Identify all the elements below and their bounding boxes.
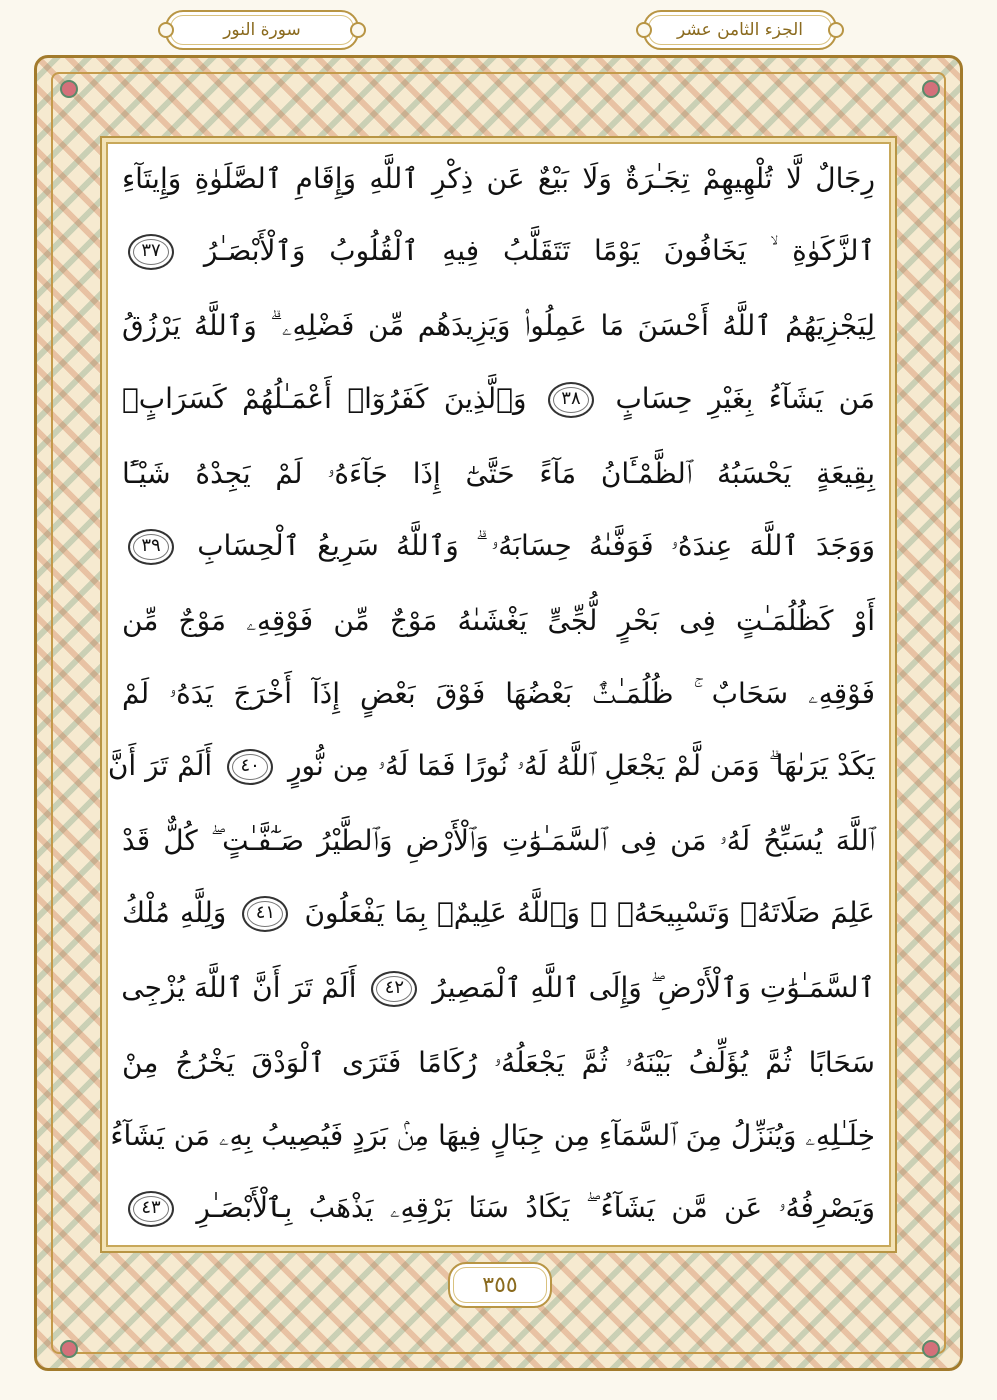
cartouche-cap-left — [636, 22, 652, 38]
verse-line — [122, 677, 875, 711]
verse-text: سَحَابًا ثُمَّ يُؤَلِّفُ بَيْنَهُۥ ثُمَّ يَجْعَلُهُۥ رُكَامًا فَتَرَى ٱلْوَدْقَ يَخْرُجُ مِنْ — [122, 1046, 875, 1080]
ayah-number-marker: ٤٢ — [371, 971, 417, 1007]
verse-line — [122, 529, 875, 565]
ayah-number-marker: ٤١ — [242, 896, 288, 932]
cartouche-cap-right — [828, 22, 844, 38]
surah-name-cartouche — [165, 10, 359, 50]
verse-line — [122, 309, 875, 343]
corner-ornament — [60, 80, 78, 98]
verse-line — [110, 1118, 875, 1153]
verse-text: ٱلسَّمَـٰوَٰتِ وَٱلْأَرْضِ ۖ وَإِلَى ٱللَّهِ ٱلْمَصِيرُ — [432, 971, 875, 1005]
verse-text: خِلَـٰلِهِۦ وَيُنَزِّلُ مِنَ ٱلسَّمَآءِ مِن جِبَالٍ فِيهَا مِنۢ بَرَدٍ فَيُصِيبُ بِهِۦ مَن يَشَآءُ — [110, 1118, 875, 1152]
verse-text: مَن يَشَآءُ بِغَيْرِ حِسَابٍ — [615, 381, 875, 415]
verse-line — [122, 234, 875, 270]
verse-line — [122, 457, 875, 491]
verse-text-continued: أَلَمْ تَرَ أَنَّ — [107, 748, 213, 782]
verse-text: فَوْقِهِۦ سَحَابٌ ۚ ظُلُمَـٰتٌۢ بَعْضُهَا فَوْقَ بَعْضٍ إِذَآ أَخْرَجَ يَدَهُۥ لَمْ — [122, 676, 875, 710]
verse-line — [122, 162, 875, 196]
verse-line — [122, 1191, 875, 1227]
page-number: ٣٥٥ — [482, 1272, 518, 1298]
verse-text-continued: أَلَمْ تَرَ أَنَّ ٱللَّهَ يُزْجِى — [121, 971, 357, 1005]
verse-text: وَوَجَدَ ٱللَّهَ عِندَهُۥ فَوَفَّىٰهُ حِسَابَهُۥ ۗ وَٱللَّهُ سَرِيعُ ٱلْحِسَابِ — [197, 529, 876, 563]
verse-text: يَكَدْ يَرَىٰهَا ۗ وَمَن لَّمْ يَجْعَلِ ٱللَّهُ لَهُۥ نُورًا فَمَا لَهُۥ مِن نُّورٍ — [288, 748, 875, 782]
verse-line — [122, 382, 875, 418]
verse-text: بِقِيعَةٍ يَحْسَبُهُ ٱلظَّمْـَٔانُ مَآءً حَتَّىٰٓ إِذَا جَآءَهُۥ لَمْ يَجِدْهُ شَيْـًٔا — [122, 456, 875, 490]
juz-name: الجزء الثامن عشر — [676, 20, 803, 40]
verse-line — [122, 896, 875, 932]
page-number-cartouche — [448, 1262, 552, 1308]
ayah-number-marker: ٤٣ — [128, 1191, 174, 1227]
verse-text-area — [106, 142, 891, 1247]
verse-line — [107, 748, 875, 785]
verse-line — [122, 1046, 875, 1080]
cartouche-cap-left — [158, 22, 174, 38]
verse-text-continued: وَٱلَّذِينَ كَفَرُوٓا۟ أَعْمَـٰلُهُمْ كَسَرَابٍۭ — [122, 381, 527, 415]
corner-ornament — [60, 1340, 78, 1358]
verse-text: رِجَالٌ لَّا تُلْهِيهِمْ تِجَـٰرَةٌ وَلَا بَيْعٌ عَن ذِكْرِ ٱللَّهِ وَإِقَامِ ٱلصَّلَوٰةِ وَإِيتَآءِ — [122, 162, 875, 195]
ayah-number-marker: ٣٨ — [548, 382, 594, 418]
ayah-number-marker: ٤٠ — [227, 749, 273, 785]
verse-line — [122, 971, 875, 1007]
ayah-number-marker: ٣٩ — [128, 529, 174, 565]
juz-name-cartouche — [643, 10, 837, 50]
verse-line — [122, 824, 875, 858]
surah-name: سورة النور — [223, 20, 301, 40]
verse-text: ٱللَّهَ يُسَبِّحُ لَهُۥ مَن فِى ٱلسَّمَـٰوَٰتِ وَٱلْأَرْضِ وَٱلطَّيْرُ صَـٰٓفَّـٰتٍ ۖ كُلٌّ قَدْ — [122, 823, 875, 857]
cartouche-cap-right — [350, 22, 366, 38]
corner-ornament — [922, 1340, 940, 1358]
verse-lines — [107, 162, 876, 1227]
verse-text: أَوْ كَظُلُمَـٰتٍ فِى بَحْرٍ لُّجِّىٍّ يَغْشَىٰهُ مَوْجٌ مِّن فَوْقِهِۦ مَوْجٌ مِّن — [122, 604, 875, 638]
corner-ornament — [922, 80, 940, 98]
verse-text: لِيَجْزِيَهُمُ ٱللَّهُ أَحْسَنَ مَا عَمِلُوا۟ وَيَزِيدَهُم مِّن فَضْلِهِۦ ۗ وَٱللَّهُ يَرْزُقُ — [122, 309, 875, 343]
ayah-number-marker: ٣٧ — [128, 234, 174, 270]
verse-text: عَلِمَ صَلَاتَهُۥ وَتَسْبِيحَهُۥ ۗ وَٱللَّهُ عَلِيمٌۢ بِمَا يَفْعَلُونَ — [304, 896, 875, 930]
verse-text: وَيَصْرِفُهُۥ عَن مَّن يَشَآءُ ۖ يَكَادُ سَنَا بَرْقِهِۦ يَذْهَبُ بِٱلْأَبْصَـٰرِ — [196, 1191, 875, 1224]
verse-text-continued: وَلِلَّهِ مُلْكُ — [122, 896, 227, 930]
verse-line — [122, 604, 875, 638]
verse-text: ٱلزَّكَوٰةِ ۙ يَخَافُونَ يَوْمًا تَتَقَلَّبُ فِيهِ ٱلْقُلُوبُ وَٱلْأَبْصَـٰرُ — [203, 234, 875, 268]
